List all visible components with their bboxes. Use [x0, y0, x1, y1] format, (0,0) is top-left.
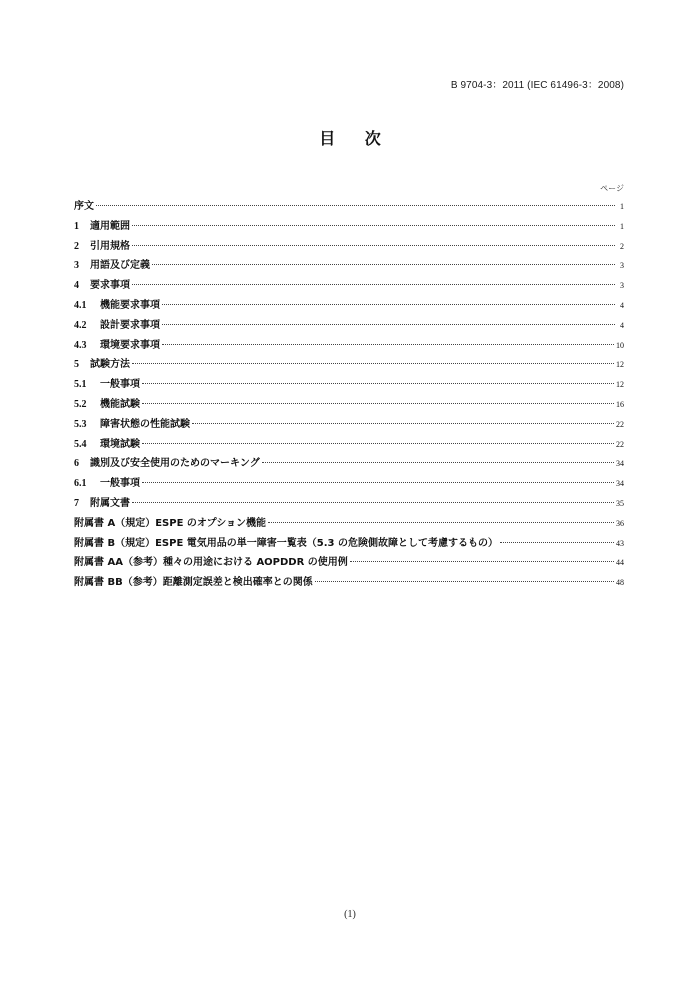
toc-entry[interactable] [74, 514, 624, 534]
dot-leader [142, 403, 614, 404]
toc-entry-title: 試験方法 [90, 359, 130, 371]
toc-entry[interactable] [74, 534, 624, 554]
toc-entry[interactable] [74, 296, 624, 316]
toc-entry[interactable] [74, 454, 624, 474]
toc-entry-number: 4 [74, 280, 79, 292]
toc-entry-title: 設計要求事項 [100, 319, 160, 331]
toc-entry[interactable] [74, 494, 624, 514]
toc-entry-page: 12 [616, 380, 624, 390]
toc-entry-page: 34 [616, 479, 624, 489]
toc-entry-number: 3 [74, 260, 79, 272]
toc-entry-page: 22 [616, 439, 624, 449]
toc-entry[interactable] [74, 395, 624, 415]
toc-entry-number: 2 [74, 240, 79, 252]
dot-leader [132, 284, 615, 285]
toc-entry-number: 5.4 [74, 438, 87, 450]
dot-leader [152, 264, 615, 265]
toc-entry[interactable] [74, 217, 624, 237]
toc-entry-number: 4.3 [74, 339, 87, 351]
toc-entry-page: 34 [616, 459, 624, 469]
toc-entry-title: 一般事項 [100, 379, 140, 391]
toc-entry[interactable] [74, 197, 624, 217]
toc-entry-number: 1 [74, 220, 79, 232]
toc-entry[interactable] [74, 316, 624, 336]
toc-entry-page: 22 [616, 419, 624, 429]
dot-leader [142, 383, 614, 384]
toc-entry-number: 5.1 [74, 379, 87, 391]
toc-entry-number: 7 [74, 497, 79, 509]
toc-entry-title: 附属書 AA（参考）種々の用途における AOPDDR の使用例 [74, 557, 348, 569]
toc-entry-page: 44 [616, 558, 624, 568]
dot-leader [132, 245, 615, 246]
toc-entry-title: 適用範囲 [90, 220, 130, 232]
toc-entry-page: 4 [620, 320, 624, 330]
dot-leader [268, 522, 614, 523]
toc-entry-title: 環境要求事項 [100, 339, 160, 351]
toc-entry[interactable] [74, 256, 624, 276]
toc-entry-title: 引用規格 [90, 240, 130, 252]
dot-leader [315, 581, 614, 582]
dot-leader [262, 462, 614, 463]
toc-entry[interactable] [74, 415, 624, 435]
toc-entry[interactable] [74, 237, 624, 257]
toc-entry-page: 16 [616, 399, 624, 409]
dot-leader [350, 561, 614, 562]
dot-leader [96, 205, 615, 206]
toc-entry-page: 43 [616, 538, 624, 548]
dot-leader [132, 502, 614, 503]
toc-entry-title: 障害状態の性能試験 [100, 418, 190, 430]
toc-entry-number: 5 [74, 359, 79, 371]
toc-entry-page: 48 [616, 578, 624, 588]
toc-entry[interactable] [74, 573, 624, 593]
toc-entry[interactable] [74, 435, 624, 455]
toc-entry-page: 35 [616, 498, 624, 508]
toc-entry-page: 1 [620, 221, 624, 231]
toc-entry[interactable] [74, 336, 624, 356]
dot-leader [142, 482, 614, 483]
toc-entry-title: 附属文書 [90, 497, 130, 509]
dot-leader [192, 423, 614, 424]
toc-entry[interactable] [74, 553, 624, 573]
toc-entry-title: 機能要求事項 [100, 299, 160, 311]
standard-code: B 9704-3：2011 (IEC 61496-3：2008) [450, 80, 624, 91]
toc-entry-page: 10 [616, 340, 624, 350]
toc-entry-number: 5.2 [74, 398, 87, 410]
toc-entry-page: 1 [620, 202, 624, 211]
toc-entry-page: 3 [620, 261, 624, 271]
toc-entry-page: 2 [620, 241, 624, 251]
toc-entry[interactable] [74, 375, 624, 395]
page-column-label: ページ [600, 184, 624, 193]
dot-leader [142, 443, 614, 444]
dot-leader [162, 304, 615, 305]
dot-leader [132, 363, 614, 364]
toc-entry-title: 識別及び安全使用のためのマーキング [90, 458, 260, 470]
toc-entry-number: 4.1 [74, 299, 87, 311]
toc-entry-title: 用語及び定義 [90, 260, 150, 272]
toc-entry-page: 4 [620, 300, 624, 310]
toc-entry-title: 附属書 BB（参考）距離測定誤差と検出確率との関係 [74, 577, 313, 589]
dot-leader [132, 225, 615, 226]
toc-entry-title: 序文 [74, 201, 94, 212]
table-of-contents [74, 197, 624, 593]
toc-entry-title: 機能試験 [100, 398, 140, 410]
toc-entry-title: 附属書 B（規定）ESPE 電気用品の単一障害一覧表（5.3 の危険側故障として考慮するもの） [74, 537, 498, 549]
dot-leader [162, 324, 615, 325]
toc-entry-page: 36 [616, 518, 624, 528]
toc-entry[interactable] [74, 355, 624, 375]
toc-entry[interactable] [74, 276, 624, 296]
toc-entry-title: 環境試験 [100, 438, 140, 450]
dot-leader [162, 344, 614, 345]
toc-entry-number: 6.1 [74, 478, 87, 490]
toc-entry-number: 5.3 [74, 418, 87, 430]
toc-entry-title: 要求事項 [90, 280, 130, 292]
page-title: 目 次 [319, 129, 393, 148]
toc-entry[interactable] [74, 474, 624, 494]
dot-leader [500, 542, 614, 543]
page-number: (1) [344, 909, 356, 920]
toc-entry-page: 3 [620, 281, 624, 291]
toc-entry-number: 4.2 [74, 319, 87, 331]
toc-entry-title: 附属書 A（規定）ESPE のオプション機能 [74, 517, 266, 529]
toc-entry-number: 6 [74, 458, 79, 470]
toc-entry-page: 12 [616, 360, 624, 370]
toc-entry-title: 一般事項 [100, 478, 140, 490]
